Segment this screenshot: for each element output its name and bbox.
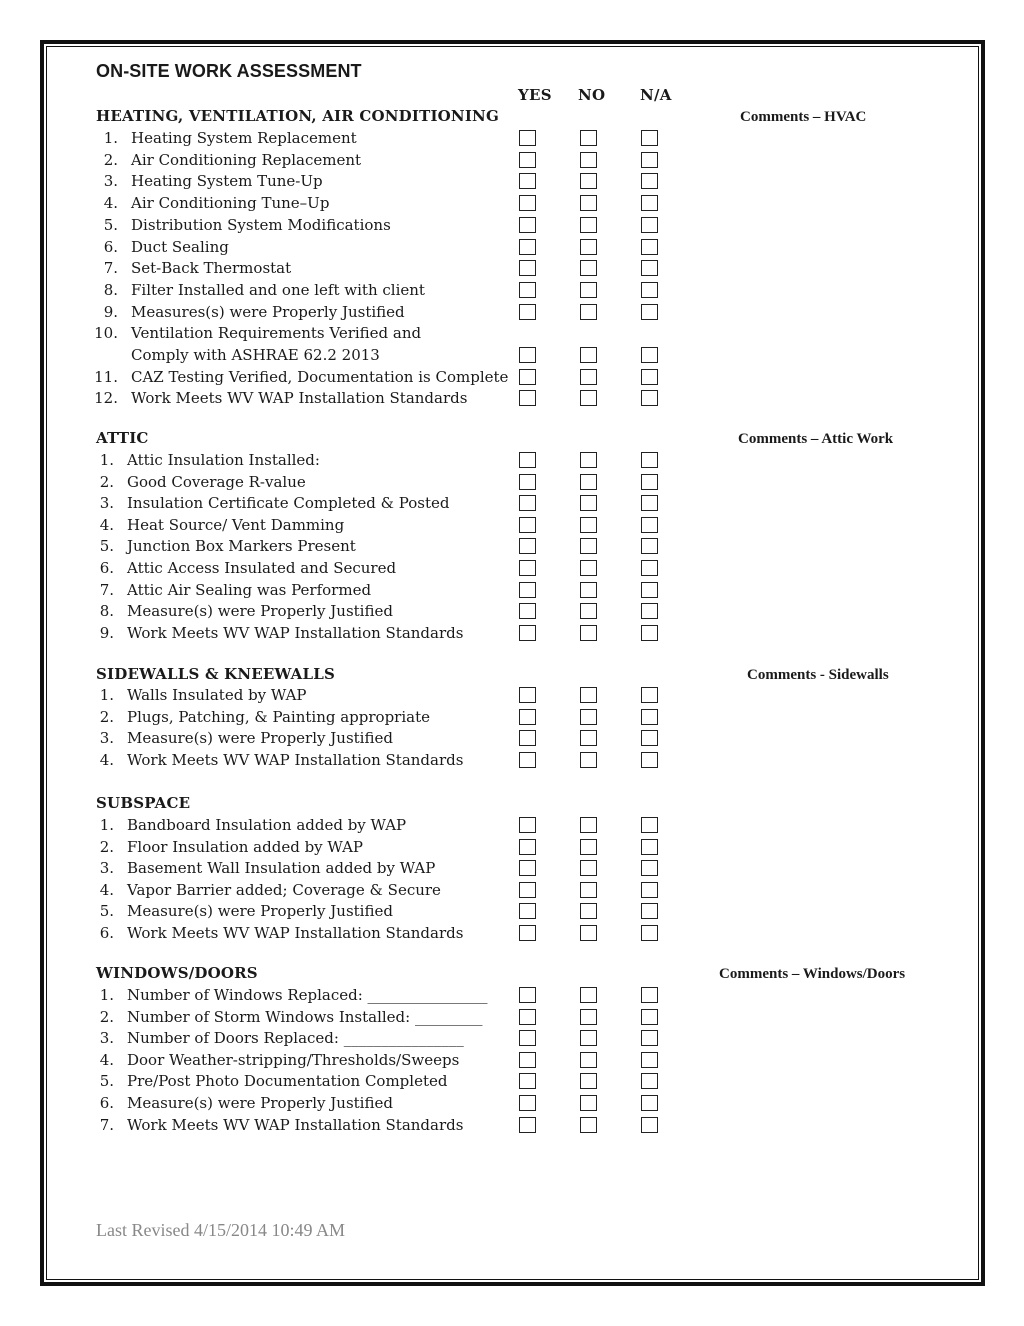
item-label: Floor Insulation added by WAP [127, 837, 364, 856]
checklist-item [0, 494, 1024, 515]
item-label: Number of Windows Replaced: ________________ [127, 986, 488, 1004]
item-label: Door Weather-stripping/Thresholds/Sweeps [127, 1050, 460, 1069]
item-label: Measure(s) were Properly Justified [127, 902, 393, 921]
checkbox-no[interactable] [580, 1095, 597, 1111]
checklist-item [0, 194, 1024, 215]
checkbox-yes[interactable] [519, 752, 536, 768]
checkbox-yes[interactable] [519, 687, 536, 703]
checkbox-yes[interactable] [519, 882, 536, 898]
checkbox-no[interactable] [580, 195, 597, 211]
checkbox-no[interactable] [580, 282, 597, 298]
item-number: 2. [103, 150, 118, 169]
item-label: Number of Storm Windows Installed: _________ [127, 1007, 483, 1026]
checklist-item [0, 816, 1024, 837]
checkbox-na[interactable] [641, 495, 658, 511]
checkbox-yes[interactable] [519, 390, 536, 406]
checkbox-na[interactable] [641, 560, 658, 576]
checkbox-no[interactable] [580, 582, 597, 598]
checklist-item [0, 624, 1024, 645]
checkbox-na[interactable] [641, 452, 658, 468]
checkbox-yes[interactable] [519, 987, 536, 1003]
item-label: Good Coverage R-value [127, 472, 306, 491]
checkbox-no[interactable] [580, 304, 597, 320]
item-label: CAZ Testing Verified, Documentation is Complete [131, 367, 509, 386]
checkbox-yes[interactable] [519, 903, 536, 919]
item-number: 1. [99, 451, 114, 469]
checkbox-no[interactable] [580, 817, 597, 833]
checkbox-na[interactable] [641, 1009, 658, 1025]
item-label: Insulation Certificate Completed & Posted [127, 494, 450, 513]
checklist-item [0, 1029, 1024, 1050]
item-label: Work Meets WV WAP Installation Standards [127, 1115, 464, 1134]
checklist-item [0, 881, 1024, 902]
checklist-item [0, 902, 1024, 923]
item-label: Measure(s) were Properly Justified [127, 602, 393, 621]
item-number: 1. [99, 986, 114, 1004]
item-label: Plugs, Patching, & Painting appropriate [127, 707, 430, 726]
item-label: Heating System Tune-Up [131, 172, 323, 191]
checklist-item [0, 172, 1024, 193]
item-label: Attic Air Sealing was Performed [127, 580, 372, 599]
checkbox-no[interactable] [580, 474, 597, 490]
checkbox-yes[interactable] [519, 730, 536, 746]
item-number: 2. [99, 707, 114, 726]
checkbox-na[interactable] [641, 130, 658, 146]
checklist-item [0, 259, 1024, 280]
checkbox-no[interactable] [580, 1117, 597, 1133]
checklist-item [0, 389, 1024, 410]
checkbox-yes[interactable] [519, 538, 536, 554]
checkbox-na[interactable] [641, 730, 658, 746]
checklist-item [0, 581, 1024, 602]
checkbox-yes[interactable] [519, 239, 536, 255]
item-label: Work Meets WV WAP Installation Standards [127, 623, 464, 642]
checkbox-no[interactable] [580, 239, 597, 255]
item-label: Heating System Replacement [131, 129, 357, 147]
column-header-yes: YES [518, 86, 552, 104]
checkbox-yes[interactable] [519, 1009, 536, 1025]
checkbox-yes[interactable] [519, 1117, 536, 1133]
checkbox-no[interactable] [580, 390, 597, 406]
item-label: Heat Source/ Vent Damming [127, 515, 345, 534]
checklist-item [0, 1008, 1024, 1029]
checkbox-yes[interactable] [519, 603, 536, 619]
checklist-item [0, 708, 1024, 729]
item-number: 3. [99, 494, 114, 513]
checkbox-yes[interactable] [519, 282, 536, 298]
checkbox-yes[interactable] [519, 195, 536, 211]
checkbox-na[interactable] [641, 239, 658, 255]
item-number: 6. [99, 1094, 114, 1112]
checkbox-no[interactable] [580, 730, 597, 746]
checkbox-yes[interactable] [519, 839, 536, 855]
checkbox-no[interactable] [580, 925, 597, 941]
item-number: 3. [99, 729, 114, 748]
checklist-item [0, 451, 1024, 472]
checkbox-yes[interactable] [519, 217, 536, 233]
item-number: 11. [94, 367, 118, 386]
checklist-item [0, 1094, 1024, 1115]
checkbox-no[interactable] [580, 709, 597, 725]
item-label: Attic Access Insulated and Secured [127, 559, 397, 577]
item-label: Work Meets WV WAP Installation Standards [127, 924, 464, 942]
checkbox-yes[interactable] [519, 860, 536, 876]
item-label: Duct Sealing [131, 237, 229, 256]
checkbox-no[interactable] [580, 347, 597, 363]
item-number: 4. [99, 750, 114, 769]
checklist-item [0, 516, 1024, 537]
checkbox-yes[interactable] [519, 925, 536, 941]
checklist-item [0, 303, 1024, 324]
item-number: 2. [99, 472, 114, 491]
checkbox-na[interactable] [641, 173, 658, 189]
item-label: Filter Installed and one left with client [131, 280, 425, 299]
checkbox-yes[interactable] [519, 582, 536, 598]
checkbox-na[interactable] [641, 538, 658, 554]
checklist-item [0, 686, 1024, 707]
checklist-item [0, 1051, 1024, 1072]
item-number: 2. [99, 837, 114, 856]
checkbox-na[interactable] [641, 474, 658, 490]
checklist-item [0, 537, 1024, 558]
checkbox-na[interactable] [641, 347, 658, 363]
item-label: Walls Insulated by WAP [127, 686, 307, 704]
item-label: Attic Insulation Installed: [127, 451, 320, 469]
item-number: 6. [99, 559, 114, 577]
item-label: Measure(s) were Properly Justified [127, 1094, 393, 1112]
checklist-item [0, 859, 1024, 880]
section-title: ATTIC [96, 429, 149, 447]
checkbox-na[interactable] [641, 517, 658, 533]
checkbox-no[interactable] [580, 1052, 597, 1068]
checkbox-no[interactable] [580, 217, 597, 233]
checkbox-na[interactable] [641, 817, 658, 833]
checkbox-na[interactable] [641, 603, 658, 619]
checkbox-no[interactable] [580, 987, 597, 1003]
item-label: Junction Box Markers Present [127, 537, 356, 556]
checkbox-no[interactable] [580, 752, 597, 768]
column-header-na: N/A [640, 86, 672, 104]
checklist-item [0, 473, 1024, 494]
checkbox-na[interactable] [641, 390, 658, 406]
checkbox-yes[interactable] [519, 304, 536, 320]
item-number: 9. [103, 302, 118, 321]
checkbox-no[interactable] [580, 260, 597, 276]
checkbox-no[interactable] [580, 130, 597, 146]
checkbox-na[interactable] [641, 925, 658, 941]
item-number: 3. [103, 172, 118, 191]
checkbox-yes[interactable] [519, 173, 536, 189]
checkbox-na[interactable] [641, 709, 658, 725]
item-label: Set-Back Thermostat [131, 259, 292, 278]
section-comment-label: Comments – Windows/Doors [719, 966, 906, 982]
item-label: Work Meets WV WAP Installation Standards [131, 389, 468, 408]
checkbox-no[interactable] [580, 452, 597, 468]
checklist-item [0, 368, 1024, 389]
checkbox-no[interactable] [580, 882, 597, 898]
checkbox-yes[interactable] [519, 517, 536, 533]
item-number: 6. [99, 924, 114, 942]
item-number: 5. [103, 215, 118, 234]
checklist-item [0, 216, 1024, 237]
checkbox-no[interactable] [580, 1073, 597, 1089]
checklist-item [0, 1072, 1024, 1093]
checkbox-na[interactable] [641, 582, 658, 598]
checkbox-yes[interactable] [519, 474, 536, 490]
checkbox-yes[interactable] [519, 1030, 536, 1046]
checklist-item [0, 838, 1024, 859]
checkbox-no[interactable] [580, 538, 597, 554]
item-number: 1. [99, 816, 114, 834]
page-title: ON-SITE WORK ASSESSMENT [96, 61, 362, 81]
item-label: Number of Doors Replaced: ________________ [127, 1029, 464, 1048]
checkbox-yes[interactable] [519, 625, 536, 641]
item-number: 4. [99, 515, 114, 534]
section-comment-label: Comments - Sidewalls [747, 667, 889, 683]
item-number: 1. [103, 129, 118, 147]
section-title: SUBSPACE [96, 794, 191, 812]
item-number: 7. [103, 259, 118, 278]
checkbox-na[interactable] [641, 195, 658, 211]
checklist-item [0, 751, 1024, 772]
checkbox-no[interactable] [580, 839, 597, 855]
checklist-item [0, 151, 1024, 172]
item-number: 7. [99, 580, 114, 599]
checkbox-na[interactable] [641, 687, 658, 703]
checklist-item [0, 281, 1024, 302]
checkbox-na[interactable] [641, 625, 658, 641]
section-title: SIDEWALLS & KNEEWALLS [96, 665, 335, 683]
item-number: 3. [99, 1029, 114, 1048]
item-number: 7. [99, 1115, 114, 1134]
item-label: Distribution System Modifications [131, 215, 391, 234]
item-label: Air Conditioning Replacement [131, 150, 362, 169]
checkbox-no[interactable] [580, 1030, 597, 1046]
checkbox-na[interactable] [641, 152, 658, 168]
checkbox-no[interactable] [580, 560, 597, 576]
checkbox-yes[interactable] [519, 452, 536, 468]
item-number: 1. [99, 686, 114, 704]
checkbox-no[interactable] [580, 1009, 597, 1025]
item-label-continued: Comply with ASHRAE 62.2 2013 [131, 345, 380, 364]
checkbox-na[interactable] [641, 1073, 658, 1089]
checkbox-na[interactable] [641, 987, 658, 1003]
item-number: 3. [99, 859, 114, 878]
item-label: Pre/Post Photo Documentation Completed [127, 1072, 448, 1091]
checkbox-no[interactable] [580, 903, 597, 919]
checkbox-na[interactable] [641, 752, 658, 768]
item-label: Measures(s) were Properly Justified [131, 302, 405, 321]
checkbox-yes[interactable] [519, 495, 536, 511]
checkbox-yes[interactable] [519, 1073, 536, 1089]
checkbox-yes[interactable] [519, 260, 536, 276]
item-number: 10. [94, 324, 118, 343]
checkbox-no[interactable] [580, 860, 597, 876]
section-title: WINDOWS/DOORS [96, 964, 258, 982]
checkbox-na[interactable] [641, 839, 658, 855]
checkbox-no[interactable] [580, 369, 597, 385]
checkbox-na[interactable] [641, 1095, 658, 1111]
checkbox-yes[interactable] [519, 709, 536, 725]
checkbox-no[interactable] [580, 152, 597, 168]
checkbox-no[interactable] [580, 495, 597, 511]
item-number: 4. [99, 880, 114, 899]
item-number: 9. [99, 623, 114, 642]
section-title: HEATING, VENTILATION, AIR CONDITIONING [96, 107, 499, 125]
item-number: 4. [99, 1050, 114, 1069]
item-label: Ventilation Requirements Verified and [131, 324, 422, 343]
item-number: 8. [99, 602, 114, 621]
checklist-item [0, 559, 1024, 580]
last-revised-footer: Last Revised 4/15/2014 10:49 AM [96, 1220, 345, 1240]
section-comment-label: Comments – Attic Work [738, 431, 894, 447]
checkbox-na[interactable] [641, 260, 658, 276]
item-label: Basement Wall Insulation added by WAP [127, 859, 436, 878]
checkbox-no[interactable] [580, 603, 597, 619]
checkbox-yes[interactable] [519, 817, 536, 833]
checkbox-na[interactable] [641, 1117, 658, 1133]
item-label: Work Meets WV WAP Installation Standards [127, 750, 464, 769]
checkbox-yes[interactable] [519, 1095, 536, 1111]
checkbox-yes[interactable] [519, 152, 536, 168]
checklist-item [0, 924, 1024, 945]
checklist-item [0, 324, 1024, 364]
checkbox-yes[interactable] [519, 1052, 536, 1068]
checkbox-no[interactable] [580, 173, 597, 189]
checkbox-na[interactable] [641, 903, 658, 919]
item-number: 12. [94, 389, 118, 408]
item-label: Air Conditioning Tune–Up [131, 194, 330, 213]
checklist-item [0, 129, 1024, 150]
item-number: 4. [103, 194, 118, 213]
item-number: 2. [99, 1007, 114, 1026]
checkbox-yes[interactable] [519, 347, 536, 363]
section-comment-label: Comments – HVAC [740, 109, 867, 125]
checkbox-yes[interactable] [519, 560, 536, 576]
checkbox-no[interactable] [580, 517, 597, 533]
checklist-item [0, 602, 1024, 623]
checkbox-na[interactable] [641, 217, 658, 233]
item-number: 6. [103, 237, 118, 256]
item-number: 5. [99, 902, 114, 921]
item-number: 8. [103, 280, 118, 299]
checklist-item [0, 729, 1024, 750]
item-number: 5. [99, 1072, 114, 1091]
checklist-item [0, 238, 1024, 259]
checkbox-na[interactable] [641, 1052, 658, 1068]
item-label: Bandboard Insulation added by WAP [127, 816, 407, 834]
checkbox-na[interactable] [641, 882, 658, 898]
checkbox-na[interactable] [641, 282, 658, 298]
item-label: Measure(s) were Properly Justified [127, 729, 393, 748]
checkbox-na[interactable] [641, 304, 658, 320]
checkbox-yes[interactable] [519, 130, 536, 146]
checkbox-no[interactable] [580, 625, 597, 641]
checkbox-no[interactable] [580, 687, 597, 703]
checklist-item [0, 1116, 1024, 1137]
checkbox-na[interactable] [641, 1030, 658, 1046]
checklist-item [0, 986, 1024, 1007]
item-label: Vapor Barrier added; Coverage & Secure [127, 880, 441, 899]
item-number: 5. [99, 537, 114, 556]
checkbox-na[interactable] [641, 860, 658, 876]
checkbox-na[interactable] [641, 369, 658, 385]
column-header-no: NO [578, 86, 606, 104]
checkbox-yes[interactable] [519, 369, 536, 385]
